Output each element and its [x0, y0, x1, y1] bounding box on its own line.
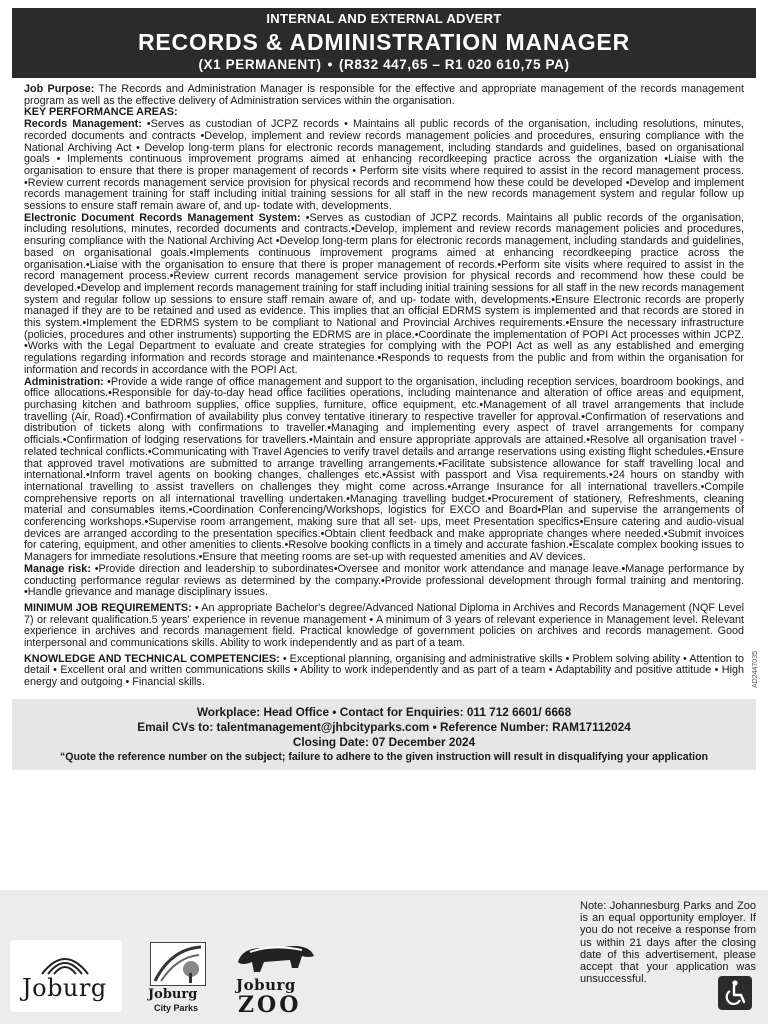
position-subtitle: [12, 56, 756, 73]
reference-instruction: “Quote the reference number on the subject; failure to adhere to the given instruction will result in disqualifying your application: [59, 750, 709, 763]
records-management-section: [24, 119, 744, 213]
equal-opportunity-note: Note: Johannesburg Parks and Zoo is an equal opportunity employer. If you do not receive a response from us within 21 days after the closing date of this advertisement, please accept that your application was unsuccessful.: [580, 900, 756, 986]
kpa-heading-text: KEY PERFORMANCE AREAS:: [24, 106, 178, 119]
edrms-text: •Serves as custodian of JCPZ records. Maintains all public records of the organisation, including resolutions, minutes, recorded documents and contracts.•Develop, implement and review records management policies and procedures, ensuring compliance with the National Archiving Act •Develop long-term plans for electronic records management, including standards and guidelines, based on organisational goals.•Implements continuous improvement programs aimed at enhancing recordkeeping practice across the organisation.•Liaise with the organisation to ensure that there is proper management of records.•Perform site visits where required to assist in the record management process.•Review current records management service provision for physical records and recommend how these could be developed.•Develop and implement records management training for staff including initial training sessions for all staff in the new records management system and regular follow up sessions to ensure staff remain aware of, and up- todate with, developments.•Ensure Electronic records are properly managed if they are to be retained and used as evidence. This implies that an official EDRMS system is implemented and that records are stored in this system.•Implement the EDRMS system to be compliant to National and Provincial Archives requirements.•Ensure the necessary infrastructure (policies, procedures and other instruments) supporting the EDRMS are in place.•Coordinate the implementation of POPI Act processes within JCPZ. •Works with the Legal Department to evaluate and create strategies for complying with the POPI Act as well as any established and emerging regulations regarding information and records storage and maintenance.•Responds to requests from the public and from within the organisation for information and records in accordance with the POPI Act.: [24, 211, 744, 376]
competencies-section: [24, 654, 744, 689]
zoo-logo-line2: ZOO: [238, 992, 302, 1018]
zoo-logo: [232, 940, 320, 1018]
footer: [0, 890, 768, 1024]
competencies-text: • Exceptional planning, organising and administrative skills • Problem solving ability • Attention to detail • Excellent oral and written communications skills • Ability to work independently and as part of a team • Adaptability and positive attitude • High energy and outgoing • Financial skills.: [24, 652, 744, 689]
administration-label: Administration:: [24, 375, 104, 388]
joburg-arcs-icon: [40, 950, 90, 976]
contact-box: [12, 699, 756, 770]
administration-text: •Provide a wide range of office management and support to the organisation, including reception services, boardroom bookings, and office allocations.•Responsible for day-to-day head office facilities operations, including maintenance and alteration of office areas and equipment, purchasing kitchen and bathroom supplies, office supplies, furniture, office equipment, etc.•Management of all travel arrangements that include travelling (Air, Road).•Confirmation of availability plus convey tentative itinerary to respective traveller for approval.•Confirmation of reservations and distribution of tickets along with confirmations to traveller.•Managing and implementing every aspect of travel arrangements for company officials.•Confirmation of lodging reservations for travellers.•Maintain and ensure appropriate approvals are attained.•Resolve all organisation travel - related technical conflicts.•Communicating with Travel Agencies to verify travel details and arrange reservations using existing flight schedules.•Ensure that approved travel motivations are submitted to arrange travelling arrangements.•Facilitate subsistence allowance for staff travelling local and international.•Inform travel agents on booking changes, challenges etc.•Assist with passport and Visa requirements.•24 hours on standby with international travelling to assist travellers on challenges they might come across.•Arrange Insurance for all international travellers.•Compile comprehensive reports on all international travelling undertaken.•Managing travelling budget.•Procurement of stationery, Refreshments, cleaning material and consumables items.•Coordination Conferencing/Workshops, logistics for EXCO and Board•Plan and supervise the arrangements of conferencing workshops.•Supervise room arrangement, making sure that all set- ups, meet Presentation specifics•Ensure catering and audio-visual devices are arranged according to the presentation specifics.•Obtain client feedback and make appropriate changes where needed.•Submit invoices for catering, equipment, and other amenities to clients.•Resolve booking conflicts in a timely and accurate fashion.•Escalate complex booking issues to Managers for immediate resolutions.•Ensure that meeting rooms are set-up with requested amenities and AV devices.: [24, 375, 744, 564]
wheelchair-icon: [718, 976, 752, 1010]
manage-risk-text: •Provide direction and leadership to subordinates•Oversee and monitor work attendance and manage leave.•Manage performance by conducting performance regular reviews as determined by the company.•Provide professional development through formal training and mentoring. •Handle grievance and manage disciplinary issues.: [24, 562, 744, 599]
manage-risk-section: [24, 564, 744, 599]
ad-reference-code: AD2447035: [752, 651, 759, 688]
advert-kicker: INTERNAL AND EXTERNAL ADVERT: [266, 11, 502, 26]
salary-range: (R832 447,65 – R1 020 610,75 PA): [338, 57, 570, 72]
advert: [12, 8, 756, 770]
zoo-logo-line1: Joburg: [236, 976, 296, 994]
administration-section: [24, 377, 744, 564]
minimum-requirements-text: • An appropriate Bachelor's degree/Advanced National Diploma in Archives and Records Management (NQF Level 7) or relevant qualification.5 years' experience in revenue management • A minimum of 3 years of relevant experience in Management level. Relevant experience in archives and records management field. Practical knowledge of government policies on archives and records management. Good interpersonal and communications skills. Ability to work independently and as part of a team.: [24, 601, 744, 650]
minimum-requirements-section: [24, 603, 744, 650]
competencies-label: KNOWLEDGE AND TECHNICAL COMPETENCIES:: [24, 652, 280, 665]
workplace-contact-line: Workplace: Head Office • Contact for Enquiries: 011 712 6601/ 6668: [196, 704, 572, 719]
edrms-label: Electronic Document Records Management System:: [24, 211, 301, 224]
city-parks-logo-line1: Joburg: [148, 987, 198, 1002]
closing-date: Closing Date: 07 December 2024: [292, 734, 476, 749]
honey-badger-icon: [232, 940, 316, 976]
job-purpose: [24, 84, 744, 107]
manage-risk-label: Manage risk:: [24, 562, 91, 575]
edrms-section: [24, 213, 744, 377]
tree-icon: [151, 943, 205, 985]
positions-count: (X1 PERMANENT): [198, 57, 322, 72]
joburg-logo: [10, 940, 122, 1012]
advert-header: [12, 8, 756, 78]
page-title: RECORDS & ADMINISTRATION MANAGER: [138, 29, 630, 55]
city-parks-logo-line2: City Parks: [154, 1003, 199, 1013]
separator-dot: •: [327, 57, 333, 72]
email-reference-line: Email CVs to: talentmanagement@jhbcityparks.com • Reference Number: RAM17112024: [137, 719, 631, 734]
records-management-label: Records Management:: [24, 118, 142, 131]
records-management-text: •Serves as custodian of JCPZ records • Maintains all public records of the organisation, including resolutions, minutes, recorded documents and contracts •Develop, implement and review records management policies and procedures, ensuring compliance with the National Archiving Act • Develop long-term plans for electronic records management, including standards and guidelines, based on organisational goals • Implements continuous improvement programs aimed at enhancing recordkeeping practice across the organization •Liaise with the organisation to ensure that there is proper management of records • Perform site visits where required to assist in the record management process. •Review current records management service provision for physical records and recommend how these could be developed •Develop and implement records management training for staff including initial training sessions for all staff in the new records management system and regular follow up sessions to ensure staff remain aware of, and up- todate with, developments.: [24, 118, 744, 213]
advert-body: [12, 78, 756, 689]
job-purpose-label: Job Purpose:: [24, 83, 95, 95]
joburg-logo-text: Joburg: [22, 974, 107, 1002]
job-purpose-text: The Records and Administration Manager is responsible for the effective and appropriate management of the records management program as well as the effective delivery of Administration services within the organisation.: [24, 83, 744, 107]
city-parks-emblem: [150, 942, 206, 986]
city-parks-logo: [144, 942, 210, 1012]
minimum-requirements-label: MINIMUM JOB REQUIREMENTS:: [24, 601, 192, 614]
